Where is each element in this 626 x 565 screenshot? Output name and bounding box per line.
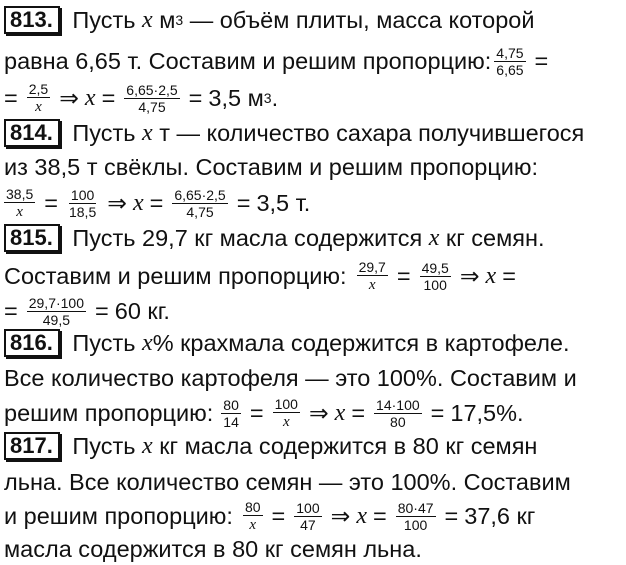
problem-number-badge: 816. xyxy=(4,329,60,357)
problem-text: равна 6,65 т. Составим и решим пропорцию: xyxy=(4,48,492,74)
problem-number-badge: 815. xyxy=(4,224,60,252)
variable: x xyxy=(334,400,346,426)
problem-text: масла содержится в 80 кг семян льна. xyxy=(4,536,422,562)
denominator: 49,5 xyxy=(42,311,70,328)
variable: x xyxy=(142,433,153,459)
equals-sign: = xyxy=(444,503,459,529)
denominator: x xyxy=(282,414,290,430)
problem-text: Пусть xyxy=(65,330,143,356)
implies-arrow: ⇒ xyxy=(107,190,127,216)
problem-816-line-2 xyxy=(4,362,620,394)
implies-arrow: ⇒ xyxy=(330,503,351,529)
fraction xyxy=(124,83,179,114)
fraction xyxy=(374,398,422,429)
problem-text: кг масла содержится в 80 кг семян xyxy=(152,433,538,459)
variable: x xyxy=(84,85,96,111)
equals-sign: = xyxy=(188,85,203,111)
answer: 37,6 кг xyxy=(464,503,536,529)
problem-815-line-2 xyxy=(4,260,620,292)
answer: 3,5 т. xyxy=(256,190,311,216)
problem-number-badge: 813. xyxy=(4,6,60,34)
numerator: 80 xyxy=(244,499,261,515)
problem-814-line-2 xyxy=(4,151,620,183)
equals-sign: = xyxy=(351,400,366,426)
problem-814-line-3 xyxy=(4,187,620,219)
fraction xyxy=(27,296,86,327)
equals-sign: = xyxy=(249,400,264,426)
problem-number-badge: 814. xyxy=(4,119,60,147)
denominator: 18,5 xyxy=(68,203,97,220)
denominator: 80 xyxy=(390,413,406,430)
variable: x xyxy=(142,330,153,356)
fraction xyxy=(494,46,525,77)
fraction xyxy=(243,500,263,532)
problem-text: Пусть 29,7 кг масла содержится xyxy=(65,225,429,251)
variable: x xyxy=(142,120,153,146)
problem-text: Пусть xyxy=(65,433,143,459)
fraction xyxy=(396,501,436,532)
equals-sign: = xyxy=(101,85,116,111)
problem-text: Составим и решим пропорцию: xyxy=(4,263,347,289)
numerator: 49,5 xyxy=(421,259,449,276)
numerator: 100 xyxy=(296,499,320,516)
problem-text: Пусть xyxy=(65,7,143,33)
problem-text: решим пропорцию: xyxy=(4,400,214,426)
numerator: 80 xyxy=(223,396,239,413)
denominator: x xyxy=(16,204,23,220)
implies-arrow: ⇒ xyxy=(459,263,480,289)
problem-815-line-1 xyxy=(4,222,620,254)
answer: 3,5 м xyxy=(208,85,264,111)
answer: 60 кг. xyxy=(114,298,170,324)
variable: x xyxy=(428,225,440,251)
problem-text: % крахмала содержится в картофеле. xyxy=(152,330,570,356)
equals-sign: = xyxy=(4,298,18,324)
fraction xyxy=(420,261,451,292)
problem-813-line-1: 813. Пусть x м 3 — объём плиты, масса которой xyxy=(4,4,620,36)
fraction xyxy=(172,188,227,219)
fraction xyxy=(67,188,98,219)
numerator: 6,65·2,5 xyxy=(126,81,178,98)
numerator: 29,7·100 xyxy=(28,294,85,311)
problem-817-line-2 xyxy=(4,466,620,498)
problem-817-line-4 xyxy=(4,533,620,565)
problem-text: кг семян. xyxy=(439,225,545,251)
problem-text: — объём плиты, масса которой xyxy=(183,7,535,33)
fraction xyxy=(27,82,50,114)
equals-sign: = xyxy=(44,190,58,216)
equals-sign: = xyxy=(4,85,18,111)
equals-sign: = xyxy=(95,298,109,324)
equals-sign: = xyxy=(372,503,387,529)
problem-813-line-2 xyxy=(4,45,620,77)
problem-813-line-3: = $\frac{2,5}{x}$ ⇒ x = $\frac{6,65\cdot 2,5}{4,75}$ = 3,5 м 3 . xyxy=(4,81,279,115)
denominator: 4,75 xyxy=(138,98,166,115)
fraction xyxy=(294,501,321,532)
denominator: x xyxy=(35,99,42,115)
numerator: 4,75 xyxy=(496,44,524,61)
problem-text: и решим пропорцию: xyxy=(4,503,233,529)
problem-817-line-3 xyxy=(4,500,620,532)
fraction xyxy=(4,187,35,219)
denominator: 6,65 xyxy=(496,61,524,78)
problem-816-line-1 xyxy=(4,327,620,359)
implies-arrow: ⇒ xyxy=(308,400,329,426)
equals-sign: = xyxy=(271,503,286,529)
equals-sign: = xyxy=(396,263,411,289)
denominator: x xyxy=(368,277,376,293)
problem-text: Пусть xyxy=(65,120,143,146)
fraction xyxy=(273,397,300,429)
problem-text: льна. Все количество семян — это 100%. Составим xyxy=(4,469,571,495)
equals-sign: = xyxy=(502,263,516,289)
equals-sign: = xyxy=(149,190,164,216)
problem-816-line-3 xyxy=(4,397,620,429)
problem-text: из 38,5 т свёклы. Составим и решим пропорцию: xyxy=(4,154,539,180)
equals-sign: = xyxy=(430,400,445,426)
period: . xyxy=(271,85,279,111)
numerator: 100 xyxy=(274,396,298,412)
numerator: 6,65·2,5 xyxy=(174,186,226,203)
denominator: x xyxy=(249,517,257,533)
fraction xyxy=(221,398,241,429)
equals-sign: = xyxy=(236,190,251,216)
variable: x xyxy=(356,503,367,529)
answer: 17,5%. xyxy=(450,400,524,426)
denominator: 4,75 xyxy=(186,203,214,220)
numerator: 80·47 xyxy=(397,499,434,516)
problem-number-badge: 817. xyxy=(4,432,60,460)
numerator: 14·100 xyxy=(376,396,420,413)
denominator: 47 xyxy=(300,516,316,533)
problem-817-line-1 xyxy=(4,430,620,462)
unit: м xyxy=(152,7,176,33)
denominator: 100 xyxy=(423,276,447,293)
equals-sign: = xyxy=(534,48,549,74)
variable: x xyxy=(132,190,144,216)
implies-arrow: ⇒ xyxy=(59,85,79,111)
problem-814-line-1 xyxy=(4,117,620,149)
numerator: 2,5 xyxy=(28,81,49,97)
variable: x xyxy=(142,7,153,33)
variable: x xyxy=(485,263,497,289)
fraction xyxy=(357,260,388,292)
denominator: 14 xyxy=(223,413,239,430)
problem-text: Все количество картофеля — это 100%. Составим и xyxy=(4,365,577,391)
numerator: 29,7 xyxy=(358,259,386,275)
problem-text: т — количество сахара получившегося xyxy=(152,120,585,146)
denominator: 100 xyxy=(403,516,428,533)
problem-815-line-3 xyxy=(4,295,620,327)
numerator: 100 xyxy=(70,186,95,203)
numerator: 38,5 xyxy=(6,186,34,202)
